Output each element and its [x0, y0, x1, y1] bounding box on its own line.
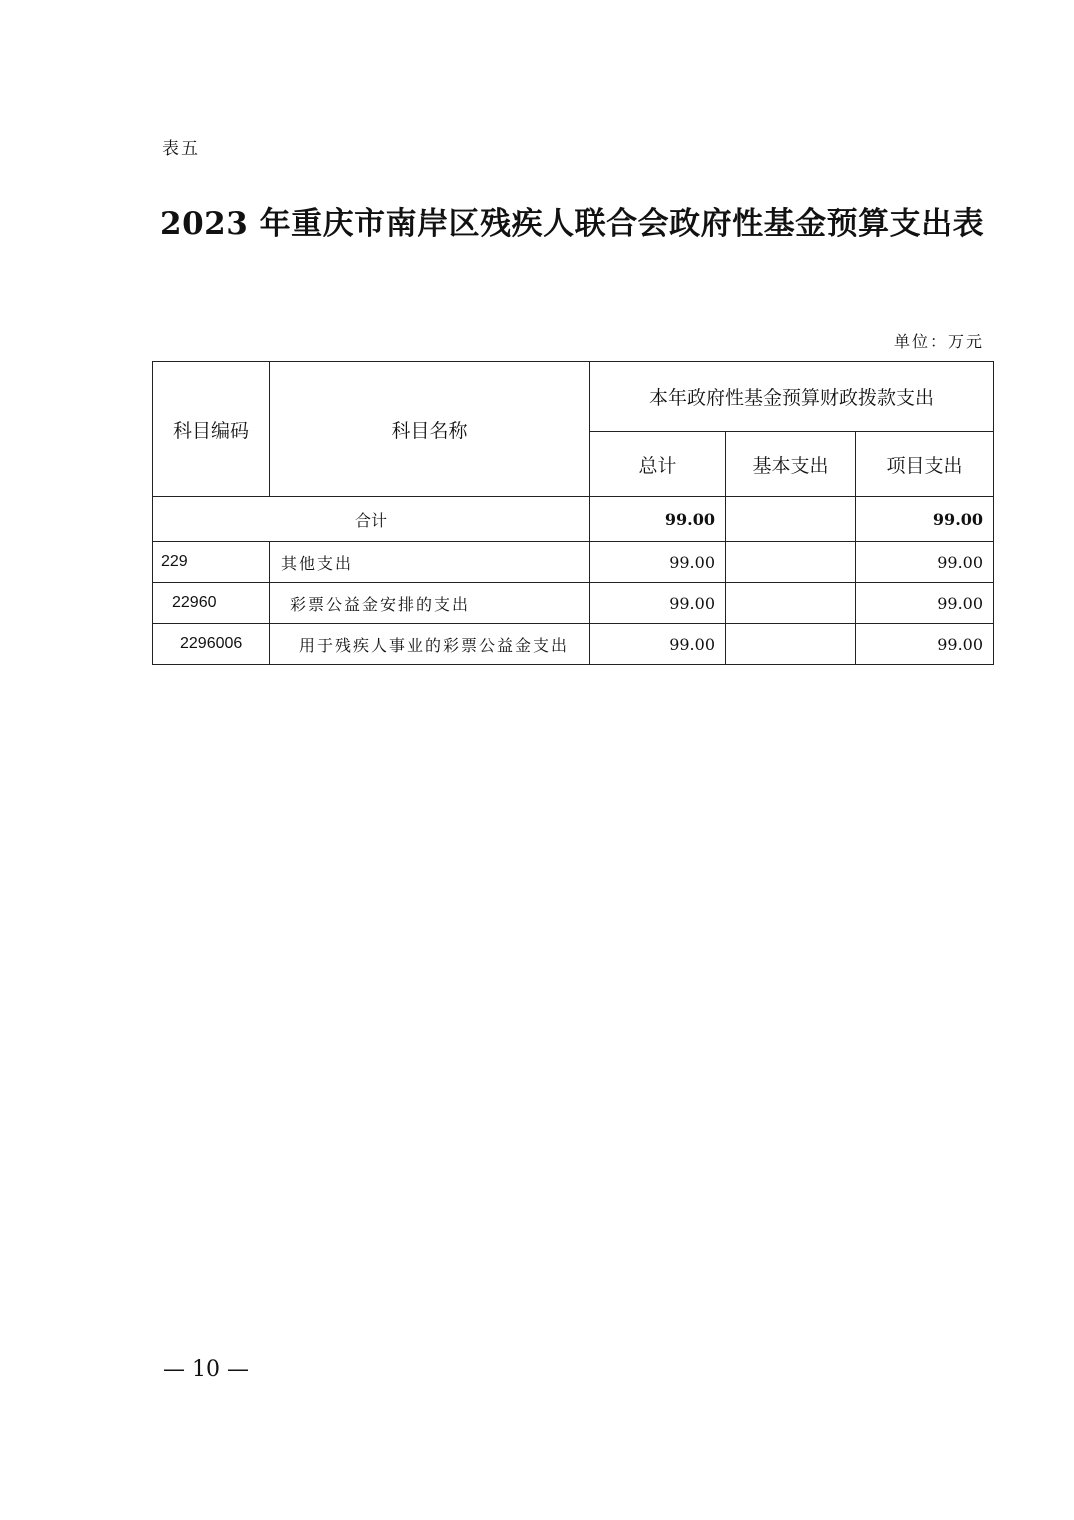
row-basic [726, 624, 856, 665]
row-code: 2296006 [153, 624, 270, 665]
row-name: 用于残疾人事业的彩票公益金支出 [270, 624, 590, 665]
page-title: 2023 年重庆市南岸区残疾人联合会政府性基金预算支出表 [160, 206, 985, 242]
header-basic: 基本支出 [726, 432, 856, 497]
row-basic [726, 583, 856, 624]
row-total: 99.00 [590, 583, 726, 624]
table-label: 表五 [162, 139, 200, 159]
row-basic [726, 542, 856, 583]
row-project: 99.00 [856, 624, 994, 665]
total-basic [726, 497, 856, 542]
row-project: 99.00 [856, 583, 994, 624]
row-total: 99.00 [590, 624, 726, 665]
header-group: 本年政府性基金预算财政拨款支出 [590, 362, 994, 432]
unit-label: 单位：万元 [893, 332, 984, 351]
header-total: 总计 [590, 432, 726, 497]
row-code: 229 [153, 542, 270, 583]
page-number: — 10 — [163, 1357, 249, 1382]
header-code: 科目编码 [153, 362, 270, 497]
table-row [153, 583, 994, 624]
total-total: 99.00 [590, 497, 726, 542]
row-total: 99.00 [590, 542, 726, 583]
total-row [153, 497, 994, 542]
table-row [153, 624, 994, 665]
header-project: 项目支出 [856, 432, 994, 497]
row-name: 其他支出 [270, 542, 590, 583]
row-name: 彩票公益金安排的支出 [270, 583, 590, 624]
budget-table [152, 361, 994, 665]
header-name: 科目名称 [270, 362, 590, 497]
total-label: 合计 [153, 497, 590, 542]
table-row [153, 542, 994, 583]
total-project: 99.00 [856, 497, 994, 542]
row-code: 22960 [153, 583, 270, 624]
row-project: 99.00 [856, 542, 994, 583]
